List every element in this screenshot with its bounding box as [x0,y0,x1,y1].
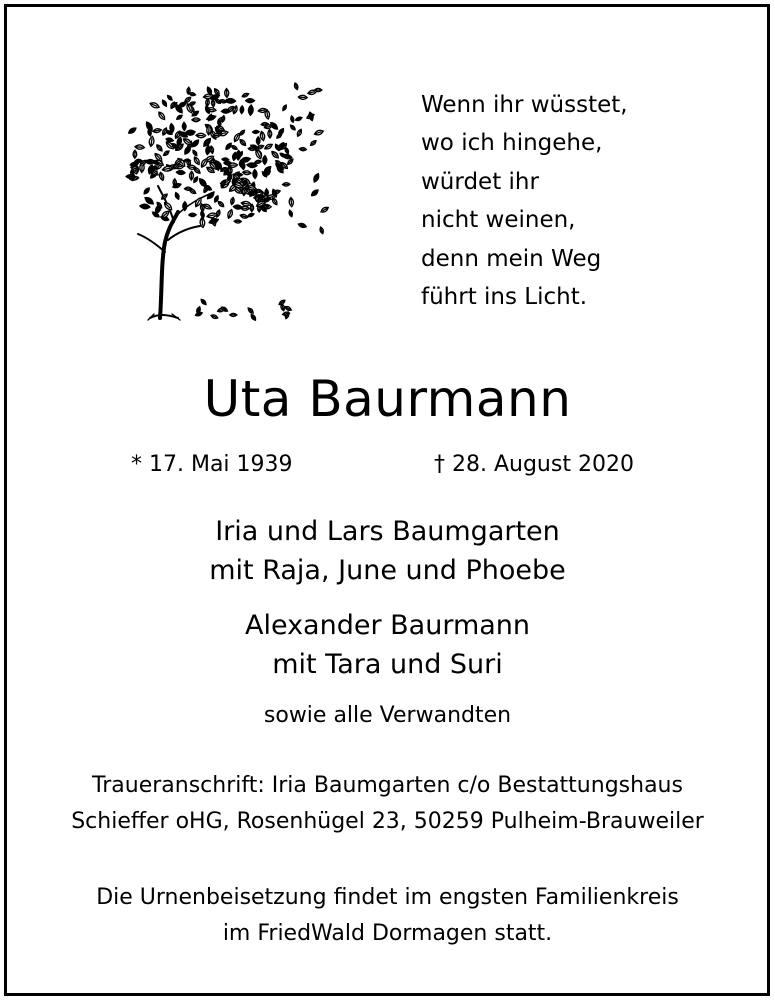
leaf-shape [241,201,252,207]
leaf-shape [282,153,292,160]
leaf-shape [289,124,296,131]
leaf-shape [247,307,254,314]
leaf-shape [189,213,197,217]
leaf-shape [193,156,201,166]
leaf-shape [230,313,237,316]
leaf-shape [207,212,218,219]
leaf-shape [192,149,198,156]
leaf-shape [189,92,196,96]
leaf-shape [211,99,215,107]
leaf-shape [314,129,324,136]
leaf-shape [176,170,185,175]
leaf-shape [289,197,294,207]
leaf-shape [135,145,145,150]
leaf-shape [222,158,229,162]
leaf-shape [240,214,248,220]
leaf-shape [192,118,200,122]
burial-line: Die Urnenbeisetzung findet im engsten Familienkreis [96,885,679,910]
leaf-shape [282,104,288,111]
address-line: Schieffer oHG, Rosenhügel 23, 50259 Pulheim-Brauweiler [71,809,704,834]
tree-leaves [126,82,329,321]
poem-line: nicht weinen, [421,207,576,234]
leaf-shape [264,143,273,151]
poem-line: Wenn ihr wüsstet, [421,92,628,118]
leaf-shape [206,114,216,121]
leaf-shape [145,159,155,164]
leaf-shape [242,92,250,98]
leaf-shape [225,98,236,103]
family-line: Iria und Lars Baumgarten [215,516,560,547]
leaf-shape [230,197,235,205]
leaf-shape [166,94,173,101]
leaf-shape [195,311,203,317]
leaf-shape [183,202,187,211]
leaf-shape [231,145,238,151]
leaf-shape [206,125,211,135]
birth-date: * 17. Mai 1939 [131,452,293,477]
leaf-shape [225,88,229,97]
poem [421,86,628,316]
leaf-shape [149,136,155,147]
leaf-shape [176,114,183,120]
leaf-shape [284,305,292,311]
leaf-shape [162,166,173,173]
leaf-shape [221,115,225,122]
leaf-shape [200,298,207,305]
leaf-shape [210,314,218,320]
leaf-shape [182,122,186,130]
leaf-shape [217,200,225,208]
burial-line: im FriedWald Dormagen statt. [222,921,553,946]
leaf-shape [282,182,290,186]
leaf-shape [263,156,267,165]
leaf-shape [240,106,244,114]
leaf-shape [161,127,168,136]
leaf-shape [248,105,253,116]
leaf-shape [270,150,279,159]
leaf-shape [308,112,314,121]
poem-line: denn mein Weg [421,245,602,272]
leaf-shape [157,111,166,121]
leaf-shape [200,158,209,169]
leaf-shape [140,163,145,173]
leaf-shape [206,98,210,106]
leaf-shape [253,169,257,178]
relatives-line: sowie alle Verwandten [263,703,512,728]
leaf-shape [288,210,293,218]
leaf-shape [239,138,247,146]
leaf-shape [128,126,138,134]
leaf-shape [268,129,272,138]
leaf-shape [163,150,170,157]
address-line: Traueranschrift: Iria Baumgarten c/o Bestattungshaus [92,773,683,798]
leaf-shape [143,187,151,195]
leaf-shape [198,177,208,188]
leaf-shape [153,128,162,133]
death-date: † 28. August 2020 [434,452,634,477]
leaf-shape [236,173,243,176]
leaf-shape [170,101,176,109]
leaf-shape [189,171,193,180]
leaf-shape [217,307,225,313]
leaf-shape [204,105,210,114]
leaf-shape [298,95,307,100]
leaf-shape [240,156,251,163]
leaf-shape [242,170,251,175]
family-group [0,512,775,590]
leaf-shape [290,116,294,123]
leaf-shape [307,89,317,95]
leaf-shape [208,217,219,224]
leaf-shape [271,197,278,206]
leaf-shape [250,313,257,321]
leaf-shape [209,146,214,154]
leaf-shape [312,173,320,183]
leaf-shape [310,189,319,198]
deceased-name: Uta Baurmann [203,370,572,428]
leaf-shape [284,147,290,154]
poem-line: würdet ihr [421,168,539,195]
family-line: Alexander Baurmann [244,610,531,641]
leaf-shape [294,82,299,90]
leaf-shape [189,188,197,195]
leaf-shape [239,129,246,136]
leaf-shape [247,213,254,218]
poem-line: wo ich hingehe, [421,130,603,157]
leaf-shape [227,209,234,219]
family-line: mit Raja, June und Phoebe [209,555,566,586]
leaf-shape [254,160,261,164]
leaf-shape [159,172,165,181]
leaf-shape [221,109,230,113]
leaf-shape [319,227,324,235]
leaf-shape [174,192,180,200]
mourning-address [0,768,775,840]
leaf-shape [309,139,317,146]
burial-notice [0,880,775,952]
leaf-shape [234,220,241,224]
family-group [0,606,775,684]
leaf-shape [133,150,137,158]
leaf-shape [140,204,151,210]
leaf-shape [252,130,259,133]
leaf-shape [193,166,202,174]
leaf-shape [278,299,286,306]
leaf-shape [183,145,192,156]
leaf-shape [163,201,173,211]
leaf-shape [156,144,164,152]
leaf-shape [276,132,283,139]
leaf-shape [320,206,329,214]
leaf-shape [295,116,303,121]
leaf-shape [256,137,260,145]
poem-line: führt ins Licht. [421,284,588,311]
family-line: mit Tara und Suri [272,649,503,680]
leaf-shape [161,99,167,107]
leaf-shape [149,101,160,109]
leaf-shape [299,147,306,151]
leaf-shape [145,121,154,132]
leaf-shape [254,149,262,160]
windblown-tree-icon [108,52,330,334]
leaf-shape [233,205,242,210]
leaf-shape [298,222,307,228]
leaf-shape [296,129,303,138]
leaf-shape [196,133,206,137]
leaf-shape [246,99,255,103]
